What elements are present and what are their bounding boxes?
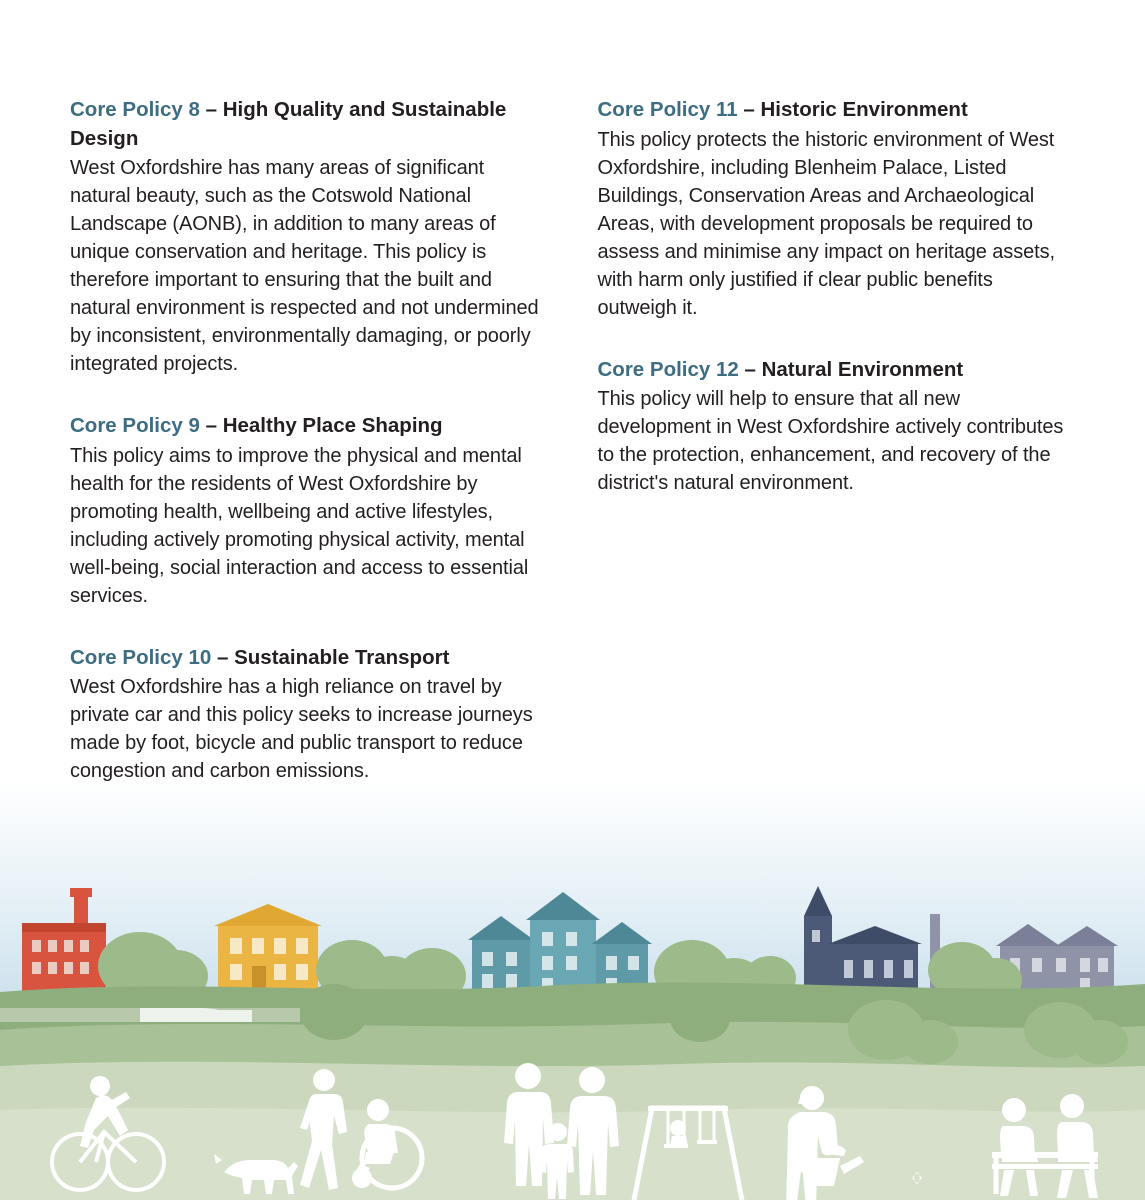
policy-title: Healthy Place Shaping [222,414,443,437]
policy-dash: – [199,98,223,121]
policy-heading [70,412,548,441]
policy-block [70,412,548,610]
policy-body: This policy protects the historic environment of West Oxfordshire, including Blenheim Palace, Listed Buildings, Conservation Areas and Archaeological Areas, with development proposals be required to assess and minimise any impact on heritage assets, with harm only justified if clear public benefits outweigh it. [597,128,1055,319]
west-oxfordshire-landscape-illustration [0,780,1145,1200]
policy-title: Historic Environment [760,98,968,121]
policy-block [70,644,548,786]
policy-title: Sustainable Transport [234,645,450,669]
policy-reference: Core Policy 10 [70,645,212,669]
policy-reference: Core Policy 12 [597,357,739,381]
policy-dash: – [199,414,223,437]
policy-reference: Core Policy 11 [597,98,738,121]
policy-column-right [598,96,1076,785]
policy-block [598,356,1076,498]
policy-block [598,96,1076,322]
policy-body: West Oxfordshire has a high reliance on travel by private car and this policy seeks to increase journeys made by foot, bicycle and public transport to reduce congestion and carbon emissions. [70,676,533,782]
policy-dash: – [211,645,235,669]
railway-train [0,1008,300,1022]
policy-dash: – [737,98,761,121]
policy-dash: – [738,357,762,381]
policy-title: Natural Environment [761,357,964,381]
policy-block [70,96,548,378]
policy-column-left [70,96,548,785]
policy-body: This policy will help to ensure that all new development in West Oxfordshire actively contributes to the protection, enhancement, and recovery of the district's natural environment. [597,388,1064,494]
policy-heading [598,356,1076,385]
policy-reference: Core Policy 8 [70,98,200,121]
policy-body: West Oxfordshire has many areas of significant natural beauty, such as the Cotswold National Landscape (AONB), in addition to many areas of unique conservation and heritage. This policy is therefore important to ensuring that the built and natural environment is respected and not undermined by inconsistent, environmentally damaging, or poorly integrated projects. [70,157,539,375]
policy-title: High Quality and Sustainable Design [70,98,507,150]
policy-content [0,96,1145,785]
policy-reference: Core Policy 9 [70,414,200,437]
policy-heading [598,96,1076,125]
policy-heading [70,96,548,153]
policy-body: This policy aims to improve the physical and mental health for the residents of West Oxfordshire by promoting health, wellbeing and active lifestyles, including actively promoting physical activity, mental well-being, social interaction and access to essential services. [70,444,529,607]
policy-heading [70,644,548,673]
